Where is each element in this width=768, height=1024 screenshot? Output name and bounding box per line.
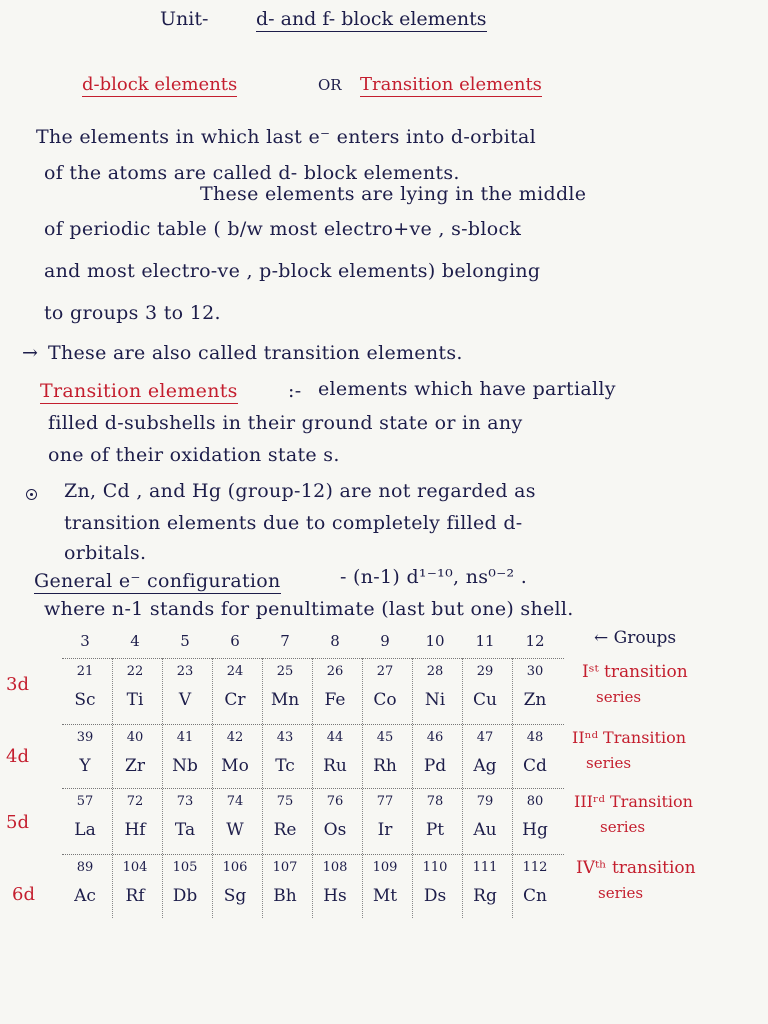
atomic-number: 22 [126, 664, 144, 679]
table-row [62, 854, 564, 918]
element-symbol: Rf [125, 886, 145, 906]
element-symbol: Co [373, 690, 397, 710]
atomic-number: 42 [226, 730, 244, 745]
atomic-number: 21 [76, 664, 94, 679]
element-symbol: La [74, 820, 96, 840]
element-symbol: Nb [172, 756, 198, 776]
series-4-sub: series [598, 884, 644, 902]
group-number: 7 [280, 632, 290, 650]
atomic-number: 75 [276, 794, 294, 809]
row-divider [62, 788, 564, 789]
row-divider [62, 658, 564, 659]
element-symbol: Hf [124, 820, 146, 840]
column-divider [112, 658, 113, 918]
atomic-number: 30 [526, 664, 544, 679]
element-symbol: Ac [74, 886, 96, 906]
atomic-number: 108 [322, 860, 348, 875]
transition-def-line-2: filled d-subshells in their ground state or in any [48, 412, 523, 434]
column-divider [262, 658, 263, 918]
element-symbol: W [226, 820, 244, 840]
atomic-number: 28 [426, 664, 444, 679]
atomic-number: 24 [226, 664, 244, 679]
subheading-d-block: d-block elements [82, 74, 238, 95]
also-called-note: These are also called transition elements. [48, 342, 463, 364]
atomic-number: 29 [476, 664, 494, 679]
atomic-number: 72 [126, 794, 144, 809]
element-symbol: Cr [224, 690, 246, 710]
zn-cd-hg-line-3: orbitals. [64, 542, 147, 564]
atomic-number: 46 [426, 730, 444, 745]
shell-5d: 5d [6, 812, 29, 833]
series-2-sub: series [586, 754, 632, 772]
zn-cd-hg-line-2: transition elements due to completely filled d- [64, 512, 523, 534]
element-symbol: Ag [473, 756, 497, 776]
table-row [62, 788, 564, 852]
shell-6d: 6d [12, 884, 35, 905]
definition-line-5: and most electro-ve , p-block elements) belonging [44, 260, 541, 282]
element-symbol: Ir [377, 820, 393, 840]
element-symbol: Tc [275, 756, 295, 776]
bullet-icon [26, 489, 37, 500]
row-divider [62, 854, 564, 855]
atomic-number: 48 [526, 730, 544, 745]
series-1-sub: series [596, 688, 642, 706]
element-symbol: Y [79, 756, 91, 776]
definition-line-4: of periodic table ( b/w most electro+ve , s-block [44, 218, 522, 240]
atomic-number: 106 [222, 860, 248, 875]
atomic-number: 43 [276, 730, 294, 745]
atomic-number: 40 [126, 730, 144, 745]
transition-def-line-3: one of their oxidation state s. [48, 444, 340, 466]
transition-def-line-1: elements which have partially [318, 378, 616, 400]
atomic-number: 57 [76, 794, 94, 809]
element-symbol: Cd [523, 756, 547, 776]
element-symbol: Ta [174, 820, 196, 840]
atomic-number: 110 [422, 860, 448, 875]
subheading-transition: Transition elements [360, 74, 542, 95]
atomic-number: 26 [326, 664, 344, 679]
groups-header-row [62, 632, 564, 654]
element-symbol: Mo [221, 756, 249, 776]
atomic-number: 112 [522, 860, 548, 875]
atomic-number: 76 [326, 794, 344, 809]
atomic-number: 105 [172, 860, 198, 875]
atomic-number: 89 [76, 860, 94, 875]
group-number: 5 [180, 632, 190, 650]
element-symbol: Ti [126, 690, 144, 710]
group-number: 6 [230, 632, 240, 650]
element-symbol: Fe [324, 690, 346, 710]
group-number: 3 [80, 632, 90, 650]
element-symbol: Ds [423, 886, 447, 906]
element-symbol: Os [323, 820, 347, 840]
column-divider [212, 658, 213, 918]
atomic-number: 104 [122, 860, 148, 875]
group-number: 8 [330, 632, 340, 650]
atomic-number: 107 [272, 860, 298, 875]
page-title: d- and f- block elements [256, 8, 487, 30]
general-config-label: General e⁻ configuration [34, 570, 281, 592]
atomic-number: 78 [426, 794, 444, 809]
column-divider [462, 658, 463, 918]
element-symbol: Sg [223, 886, 247, 906]
element-symbol: Zr [125, 756, 145, 776]
element-symbol: Re [273, 820, 297, 840]
unit-label: Unit- [160, 8, 209, 30]
series-2-title: IIⁿᵈ Transition [572, 728, 687, 747]
column-divider [362, 658, 363, 918]
table-row [62, 658, 564, 722]
transition-sep: :- [288, 380, 302, 402]
zn-cd-hg-line-1: Zn, Cd , and Hg (group-12) are not regarded as [64, 480, 536, 502]
general-config-formula: - (n-1) d¹⁻¹⁰, ns⁰⁻² . [340, 566, 528, 588]
element-symbol: Pt [425, 820, 445, 840]
atomic-number: 47 [476, 730, 494, 745]
element-symbol: Cn [523, 886, 547, 906]
group-number: 11 [475, 632, 495, 650]
atomic-number: 111 [472, 860, 498, 875]
definition-line-6: to groups 3 to 12. [44, 302, 221, 324]
group-number: 10 [425, 632, 445, 650]
definition-line-1: The elements in which last e⁻ enters into d-orbital [36, 126, 537, 148]
definition-line-3: These elements are lying in the middle [200, 183, 587, 205]
element-symbol: Rh [373, 756, 397, 776]
atomic-number: 39 [76, 730, 94, 745]
element-symbol: Hs [323, 886, 347, 906]
atomic-number: 80 [526, 794, 544, 809]
element-symbol: Mn [270, 690, 300, 710]
element-symbol: Bh [273, 886, 297, 906]
element-symbol: Ni [424, 690, 446, 710]
subheading-or: OR [318, 76, 342, 94]
element-symbol: Mt [372, 886, 398, 906]
element-symbol: V [178, 690, 192, 710]
element-symbol: Pd [423, 756, 447, 776]
element-symbol: Db [172, 886, 198, 906]
group-number: 12 [525, 632, 545, 650]
series-1-title: Iˢᵗ transition [582, 662, 688, 682]
group-number: 4 [130, 632, 140, 650]
groups-label: ← Groups [594, 628, 677, 648]
element-symbol: Hg [522, 820, 548, 840]
row-divider [62, 724, 564, 725]
series-3-sub: series [600, 818, 646, 836]
series-4-title: IVᵗʰ transition [576, 858, 696, 878]
penultimate-note: where n-1 stands for penultimate (last but one) shell. [44, 598, 574, 620]
atomic-number: 27 [376, 664, 394, 679]
atomic-number: 25 [276, 664, 294, 679]
group-number: 9 [380, 632, 390, 650]
definition-line-2: of the atoms are called d- block elements. [44, 162, 460, 184]
shell-4d: 4d [6, 746, 29, 767]
element-symbol: Rg [473, 886, 497, 906]
transition-term: Transition elements [40, 380, 238, 402]
series-3-title: IIIʳᵈ Transition [574, 792, 693, 811]
column-divider [412, 658, 413, 918]
column-divider [512, 658, 513, 918]
element-symbol: Zn [523, 690, 547, 710]
atomic-number: 73 [176, 794, 194, 809]
element-symbol: Ru [323, 756, 347, 776]
element-symbol: Sc [74, 690, 96, 710]
atomic-number: 109 [372, 860, 398, 875]
element-symbol: Au [473, 820, 497, 840]
arrow-icon: → [22, 342, 39, 364]
element-symbol: Cu [473, 690, 497, 710]
atomic-number: 23 [176, 664, 194, 679]
atomic-number: 74 [226, 794, 244, 809]
atomic-number: 44 [326, 730, 344, 745]
atomic-number: 41 [176, 730, 194, 745]
atomic-number: 45 [376, 730, 394, 745]
column-divider [162, 658, 163, 918]
table-row [62, 724, 564, 788]
atomic-number: 79 [476, 794, 494, 809]
column-divider [312, 658, 313, 918]
shell-3d: 3d [6, 674, 29, 695]
atomic-number: 77 [376, 794, 394, 809]
